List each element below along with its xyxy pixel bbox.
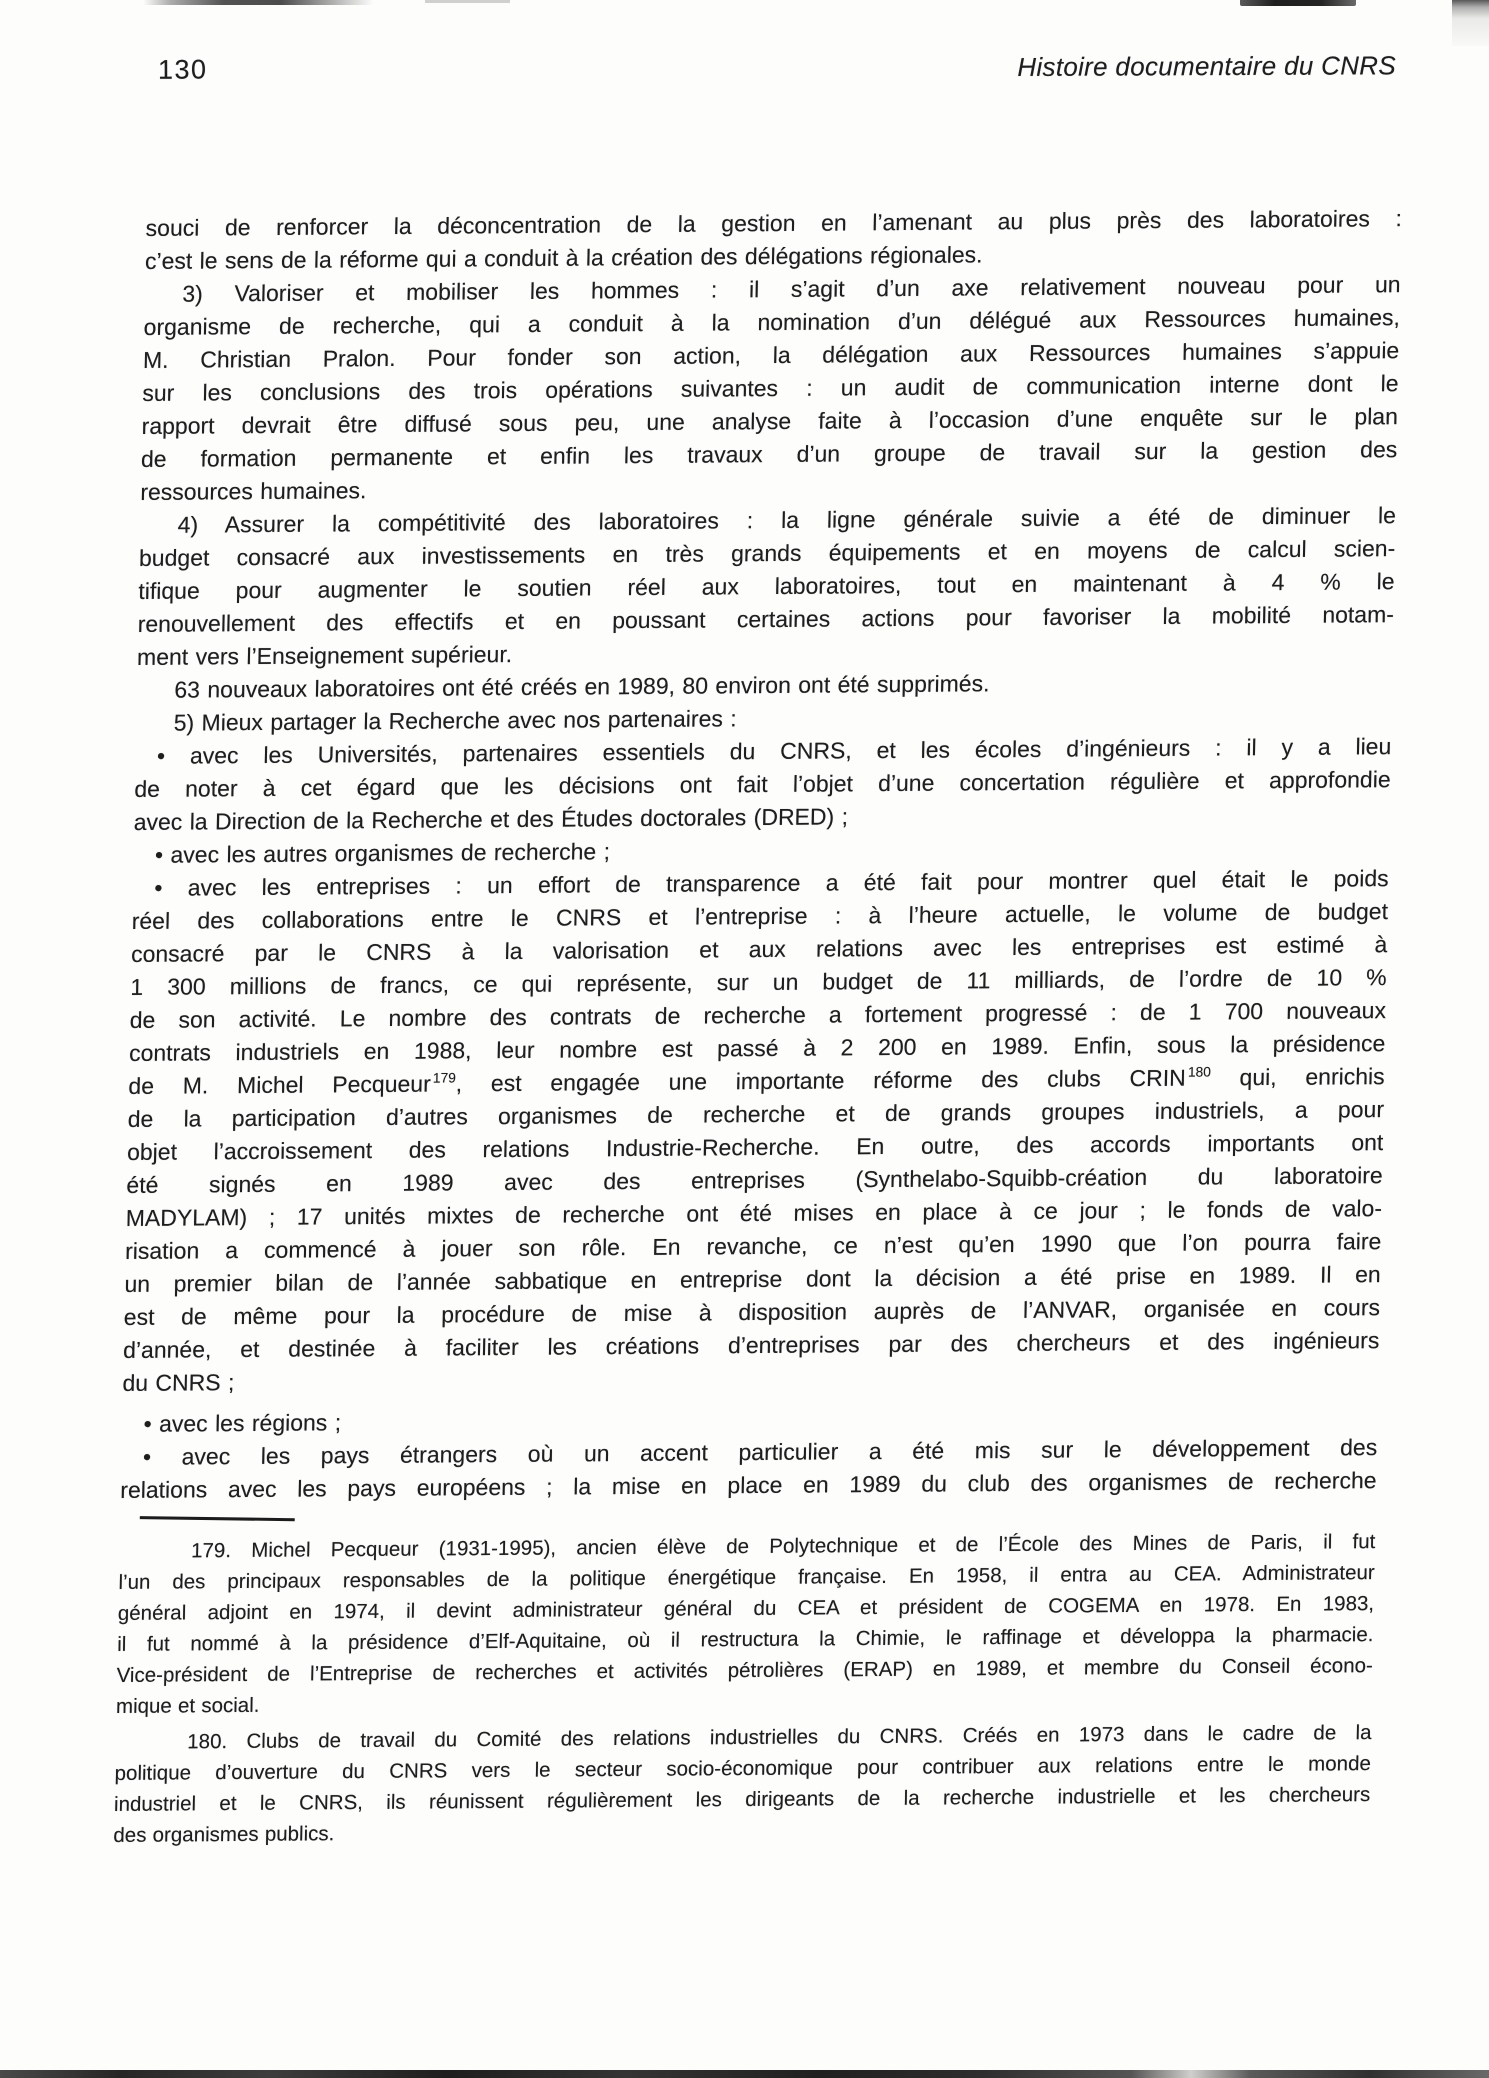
text-line: relations avec les pays européens ; la mise en place en 1989 du club des organismes de recherche [120,1467,1377,1503]
text-line: sur les conclusions des trois opérations suivantes : un audit de communication interne dont le [142,370,1399,406]
scan-artifact-top-right-corner [1452,0,1489,46]
text-line: 5) Mieux partager la Recherche avec nos partenaires : [173,705,737,736]
text-line: budget consacré aux investissements en très grands équipements et en moyens de calcul scien- [138,535,1396,571]
paragraph [145,202,1403,278]
text-line: renouvellement des effectifs et en poussant certaines actions pour favoriser la mobilité notam- [137,601,1395,637]
running-title: Histoire documentaire du CNRS [1017,50,1397,82]
text-line: • avec les pays étrangers où un accent particulier a été mis sur le développement des [142,1434,1378,1470]
text-line: 179. Michel Pecqueur (1931-1995), ancien élève de Polytechnique et de l’École des Mines de Paris, il fut [190,1530,1376,1563]
footnotes [113,1526,1376,1851]
text-line: des organismes publics. [113,1822,335,1847]
text-line: risation a commencé à jouer son rôle. En revanche, ce n’est qu’en 1990 que l’on pourra faire [124,1228,1382,1264]
text-line: réel des collaborations entre le CNRS et l’entreprise : à l’heure actuelle, le volume de budget [131,898,1389,934]
text-line: Vice-président de l’Entreprise de recherches et activités pétrolières (ERAP) en 1989, et membre du Conseil écono- [116,1654,1374,1687]
text-line: de la participation d’autres organismes de recherche et de grands groupes industriels, a pour [127,1096,1385,1132]
text-line: 4) Assurer la compétitivité des laboratoires : la ligne générale suivie a été de diminuer le [177,502,1397,538]
text-line: général adjoint en 1974, il devint administrateur général du CEA et président de COGEMA en 1978. En 1983, [117,1592,1375,1625]
text-line: consacré par le CNRS à la valorisation et aux relations avec les entreprises est estimé à [130,931,1388,967]
text-line: politique d’ouverture du CNRS vers le secteur socio-économique pour contribuer aux relations entre le monde [114,1752,1372,1785]
text-line: • avec les autres organismes de recherche ; [154,838,611,868]
paragraph [133,730,1391,839]
footnote-ref: 180 [1187,1064,1212,1080]
text-line: un premier bilan de l’année sabbatique en entreprise dont la décision a été prise en 1989. Il en [124,1261,1381,1297]
page-header [158,49,1396,96]
text-line: industriel et le CNRS, ils réunissent régulièrement les dirigeants de la recherche industrielle et les chercheurs [113,1783,1371,1816]
body-text [120,202,1402,1507]
page-text-block [113,202,1402,1851]
text-line: de M. Michel Pecqueur $^{179}$, est engagée une importante réforme des clubs CRIN $^{180}$ qui, enrichis [128,1063,1385,1099]
text-line: été signés en 1989 avec des entreprises (Synthelabo-Squibb-création du laboratoire [126,1162,1383,1198]
text-line: avec la Direction de la Recherche et des Études doctorales (DRED) ; [133,803,849,835]
text-line: de noter à cet égard que les décisions ont fait l’objet d’une concertation régulière et approfondie [134,766,1391,802]
text-line: MADYLAM) ; 17 unités mixtes de recherche ont été mises en place à ce jour ; le fonds de valo- [125,1195,1383,1231]
text-line: contrats industriels en 1988, leur nombre est passé à 2 200 en 1989. Enfin, sous la présidence [128,1030,1386,1066]
text-line: est de même pour la procédure de mise à disposition auprès de l’ANVAR, organisée en cours [123,1294,1381,1330]
text-line: M. Christian Pralon. Pour fonder son action, la délégation aux Ressources humaines s’appuie [142,337,1400,373]
text-line: mique et social. [115,1693,260,1718]
text-line: 1 300 millions de francs, ce qui représente, sur un budget de 11 milliards, de l’ordre de 10 % [130,964,1387,1000]
footnote-separator [140,1516,295,1521]
page-number: 130 [157,54,208,85]
paragraph [122,862,1389,1400]
scan-artifact-top-middle [1240,0,1356,6]
text-line: du CNRS ; [122,1369,235,1396]
text-line: • avec les régions ; [143,1409,342,1437]
scan-artifact-top-left [143,0,373,5]
text-line: 180. Clubs de travail du Comité des relations industrielles du CNRS. Créés en 1973 dans le cadre de la [187,1721,1372,1754]
text-line: il fut nommé à la présidence d’Elf-Aquitaine, où il restructura la Chimie, le raffinage et développa la pharmacie. [117,1623,1374,1656]
paragraph [116,1526,1376,1722]
text-line: l’un des principaux responsables de la politique énergétique française. En 1958, il entra au CEA. Administrateur [118,1561,1375,1594]
scan-artifact-bottom-strip [0,2070,1489,2078]
text-line: ment vers l’Enseignement supérieur. [136,641,513,670]
text-line: • avec les Universités, partenaires essentiels du CNRS, et les écoles d’ingénieurs : il y a lieu [156,733,1392,769]
text-line: d’année, et destinée à faciliter les créations d’entreprises par des chercheurs et des ingénieurs [122,1327,1380,1363]
text-line: ressources humaines. [140,477,367,505]
footnote-ref: 179 [432,1070,457,1086]
paragraph [113,1717,1372,1851]
scan-artifact-top-left-faint [425,0,510,3]
paragraph [137,499,1397,674]
text-line: organisme de recherche, qui a conduit à la nomination d’un délégué aux Ressources humaines, [143,304,1401,340]
text-line: de formation permanente et enfin les travaux d’un groupe de travail sur la gestion des [140,436,1398,472]
text-line: souci de renforcer la déconcentration de la gestion en l’amenant au plus près des laboratoires : [145,205,1403,241]
text-line: rapport devrait être diffusé sous peu, une analyse faite à l’occasion d’une enquête sur le plan [141,403,1399,439]
text-line: 3) Valoriser et mobiliser les hommes : il s’agit d’un axe relativement nouveau pour un [182,271,1401,307]
text-line: • avec les entreprises : un effort de transparence a été fait pour montrer quel était le poids [154,865,1389,901]
paragraph [120,1431,1378,1507]
text-line: objet l’accroissement des relations Industrie-Recherche. En outre, des accords importants ont [126,1129,1384,1165]
text-line: 63 nouveaux laboratoires ont été créés en 1989, 80 environ ont été supprimés. [174,670,990,703]
text-line: de son activité. Le nombre des contrats de recherche a fortement progressé : de 1 700 nouveaux [129,997,1387,1033]
paragraph [140,268,1401,509]
text-line: tifique pour augmenter le soutien réel aux laboratoires, tout en maintenant à 4 % le [138,568,1395,604]
text-line: c’est le sens de la réforme qui a conduit à la création des délégations régionales. [144,241,983,274]
